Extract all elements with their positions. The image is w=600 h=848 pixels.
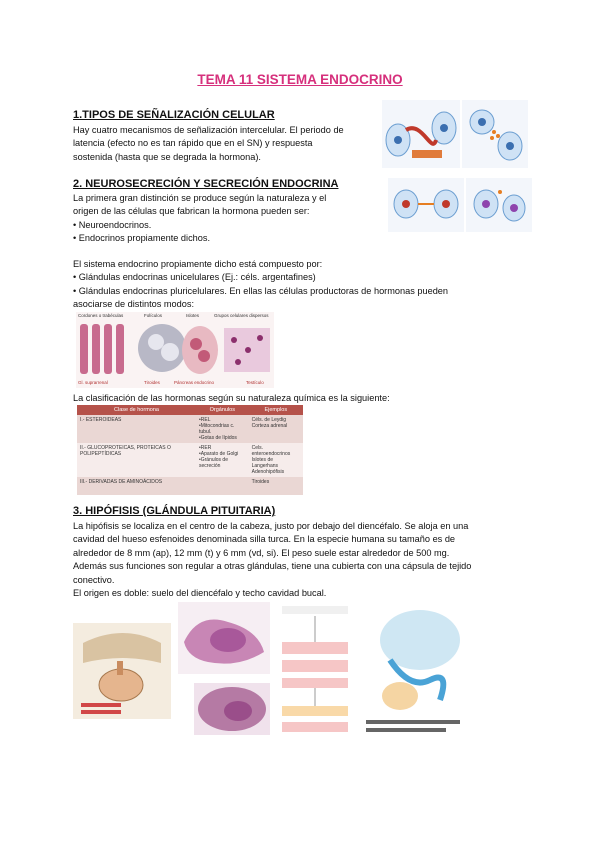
text-line: El sistema endocrino propiamente dicho está compuesto por: — [73, 259, 323, 269]
figure-caption: Páncreas endocrino — [174, 380, 215, 385]
table-header: Ejemplos — [249, 405, 303, 415]
figure-caption: Testículo — [246, 380, 264, 385]
table-header: Clase de hormona — [77, 405, 196, 415]
figure-caption: Tiroides — [144, 380, 160, 385]
table-cell: Cels. enteroendocrinos Islotes de Langerhans Adenohipófisis — [249, 443, 303, 477]
pituitary-histology-1 — [178, 602, 270, 674]
pituitary-anatomy-figure — [73, 623, 171, 719]
pituitary-histology-2 — [194, 683, 270, 735]
table-row — [77, 443, 303, 477]
section-2-text — [73, 192, 326, 246]
text-line: cavidad del hueso esfenoides denominada silla turca. En la especie humana su tamaño es de — [73, 534, 456, 545]
text-line: • Glándulas endocrinas pluricelulares. En ellas las células productoras de hormonas pueden — [73, 285, 449, 296]
gland-organization-figure — [76, 312, 274, 388]
section-1-text — [73, 124, 344, 164]
signaling-figure-1 — [382, 100, 460, 168]
text-line: Además sus funciones son regular a otras glándulas, tiene una cubierta con una cápsula de tejido — [73, 561, 472, 572]
hormone-table — [77, 405, 303, 495]
pituitary-development-diagram — [360, 600, 466, 738]
table-cell: III.- DERIVADAS DE AMINOÁCIDOS — [77, 477, 196, 495]
table-header: Orgánulos — [196, 405, 249, 415]
table-cell: I.- ESTEROIDEAS — [77, 415, 196, 443]
section-1-heading: 1.TIPOS DE SEÑALIZACIÓN CELULAR — [73, 109, 275, 121]
table-cell: •REL •Mitocondrias c. tubul. •Gotas de lípidos — [196, 415, 249, 443]
pituitary-development-flowchart — [278, 602, 352, 736]
section-3-heading: 3. HIPÓFISIS (GLÁNDULA PITUITARIA) — [73, 505, 276, 517]
table-cell: Tiroides — [249, 477, 303, 495]
text-line: • Endocrinos propiamente dichos. — [73, 233, 211, 244]
text-line: latencia (efecto no es tan rápido que en el SN) y respuesta — [73, 138, 313, 149]
section-2-heading: 2. NEUROSECRECIÓN Y SECRECIÓN ENDOCRINA — [73, 178, 339, 190]
text-line: Hay cuatro mecanismos de señalización intercelular. El periodo de — [73, 125, 344, 135]
table-cell — [196, 477, 249, 495]
text-line: alrededor de 8 mm (ap), 12 mm (t) y 6 mm (vd, si). El peso suele estar alrededor de 500 mg. — [73, 547, 450, 558]
text-line: La hipófisis se localiza en el centro de la cabeza, justo por debajo del diencéfalo. Se aloja en una — [73, 521, 469, 531]
table-cell: •RER •Aparato de Golgi •Gránulos de secreción — [196, 443, 249, 477]
section-3-text — [73, 520, 471, 600]
text-line: origen de las células que fabrican la hormona pueden ser: — [73, 206, 310, 217]
signaling-figure-4 — [466, 178, 532, 232]
figure-label: Islotes — [186, 313, 200, 318]
table-row — [77, 415, 303, 443]
page-title: TEMA 11 SISTEMA ENDOCRINO — [197, 72, 403, 87]
text-line: conectivo. — [73, 574, 115, 585]
text-line: • Glándulas endocrinas unicelulares (Ej.: céls. argentafines) — [73, 272, 316, 283]
figure-label: Grupos celulares dispersos — [214, 313, 269, 318]
section-2-text-2 — [73, 258, 448, 312]
figure-label: Cordones o trabéculas — [78, 313, 124, 318]
figure-caption: Gl. suprarrenal — [78, 380, 108, 385]
text-line: El origen es doble: suelo del diencéfalo y techo cavidad bucal. — [73, 588, 327, 599]
table-cell: II.- GLUCOPROTEICAS, PROTEICAS O POLIPEPTÍDICAS — [77, 443, 196, 477]
table-cell: Céls. de Leydig Corteza adrenal — [249, 415, 303, 443]
signaling-figure-3 — [388, 178, 464, 232]
signaling-figure-2 — [462, 100, 528, 168]
text-line: sostenida (hasta que se degrada la hormona). — [73, 151, 261, 162]
text-line: asociarse de distintos modos: — [73, 299, 195, 310]
figure-label: Folículos — [144, 313, 163, 318]
table-row — [77, 477, 303, 495]
text-line: La primera gran distinción se produce según la naturaleza y el — [73, 193, 327, 203]
text-line: • Neuroendocrinos. — [73, 219, 152, 230]
table-intro: La clasificación de las hormonas según su naturaleza química es la siguiente: — [73, 393, 390, 403]
